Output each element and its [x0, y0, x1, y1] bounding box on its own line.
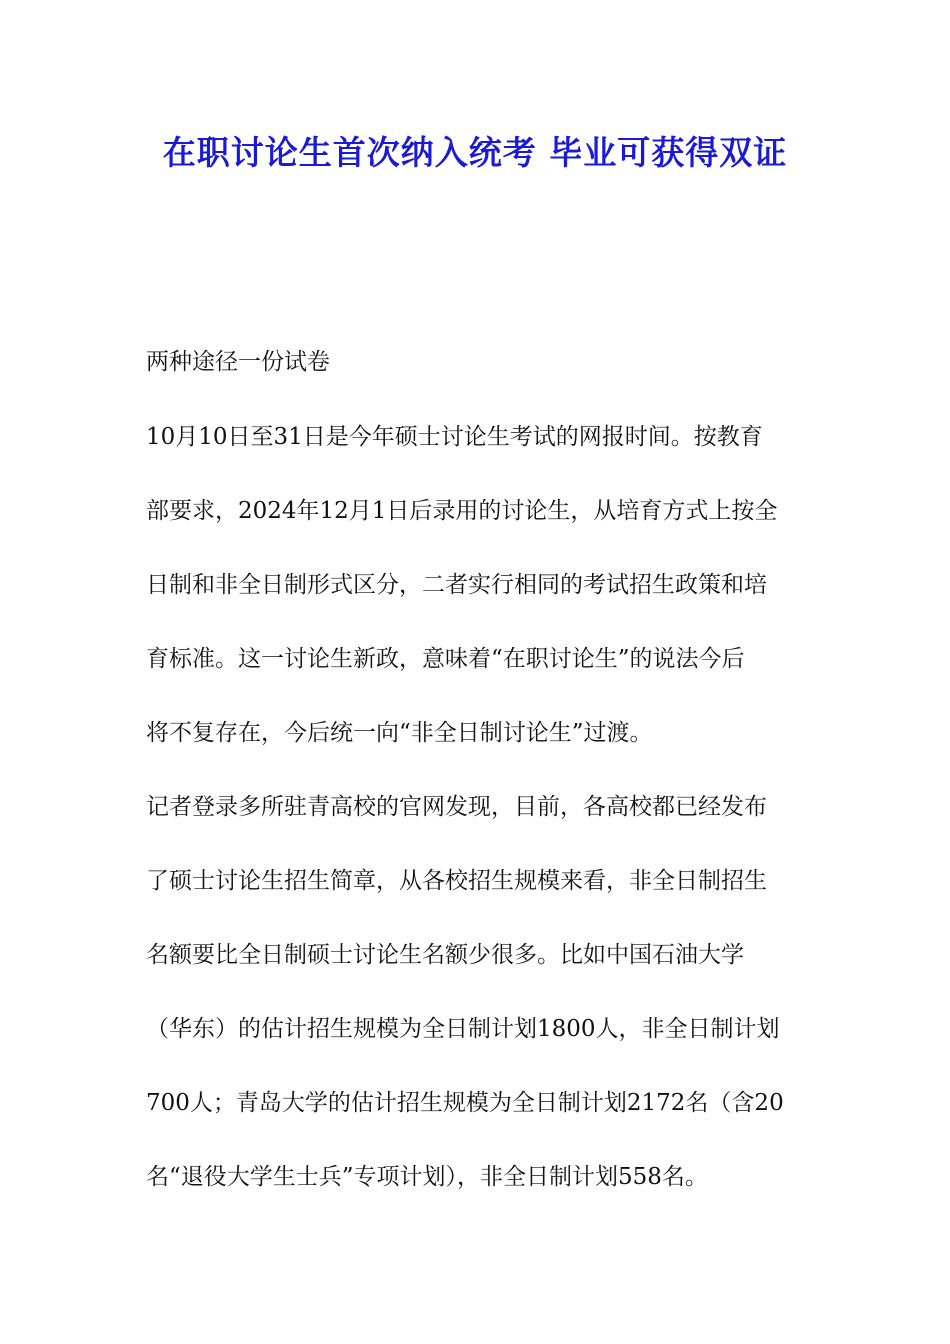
- paragraph-1-line: 育标准。这一讨论生新政，意味着“在职讨论生”的说法今后: [146, 646, 745, 672]
- paragraph-2-line: （华东）的估计招生规模为全日制计划1800人，非全日制计划: [146, 1016, 780, 1042]
- paragraph-1-line: 10月10日至31日是今年硕士讨论生考试的网报时间。按教育: [146, 424, 763, 450]
- paragraph-2: [146, 770, 816, 1214]
- paragraph-1-line: 将不复存在，今后统一向“非全日制讨论生”过渡。: [146, 720, 653, 746]
- paragraph-1-line: 部要求，2024年12月1日后录用的讨论生，从培育方式上按全: [146, 498, 778, 524]
- page-title: 在职讨论生首次纳入统考 毕业可获得双证: [162, 133, 788, 172]
- paragraph-2-line: 名额要比全日制硕士讨论生名额少很多。比如中国石油大学: [146, 942, 744, 968]
- paragraph-2-line: 了硕士讨论生招生简章，从各校招生规模来看，非全日制招生: [146, 868, 767, 894]
- paragraph-1-line: 日制和非全日制形式区分，二者实行相同的考试招生政策和培: [146, 572, 767, 598]
- paragraph-1: [146, 400, 816, 770]
- paragraph-2-line: 名“退役大学生士兵”专项计划），非全日制计划558名。: [146, 1164, 708, 1190]
- paragraph-2-line: 700人；青岛大学的估计招生规模为全日制计划2172名（含20: [146, 1090, 784, 1116]
- paragraph-2-line: 记者登录多所驻青高校的官网发现，目前，各高校都已经发布: [146, 794, 767, 820]
- section-subheading: 两种途径一份试卷: [146, 349, 330, 375]
